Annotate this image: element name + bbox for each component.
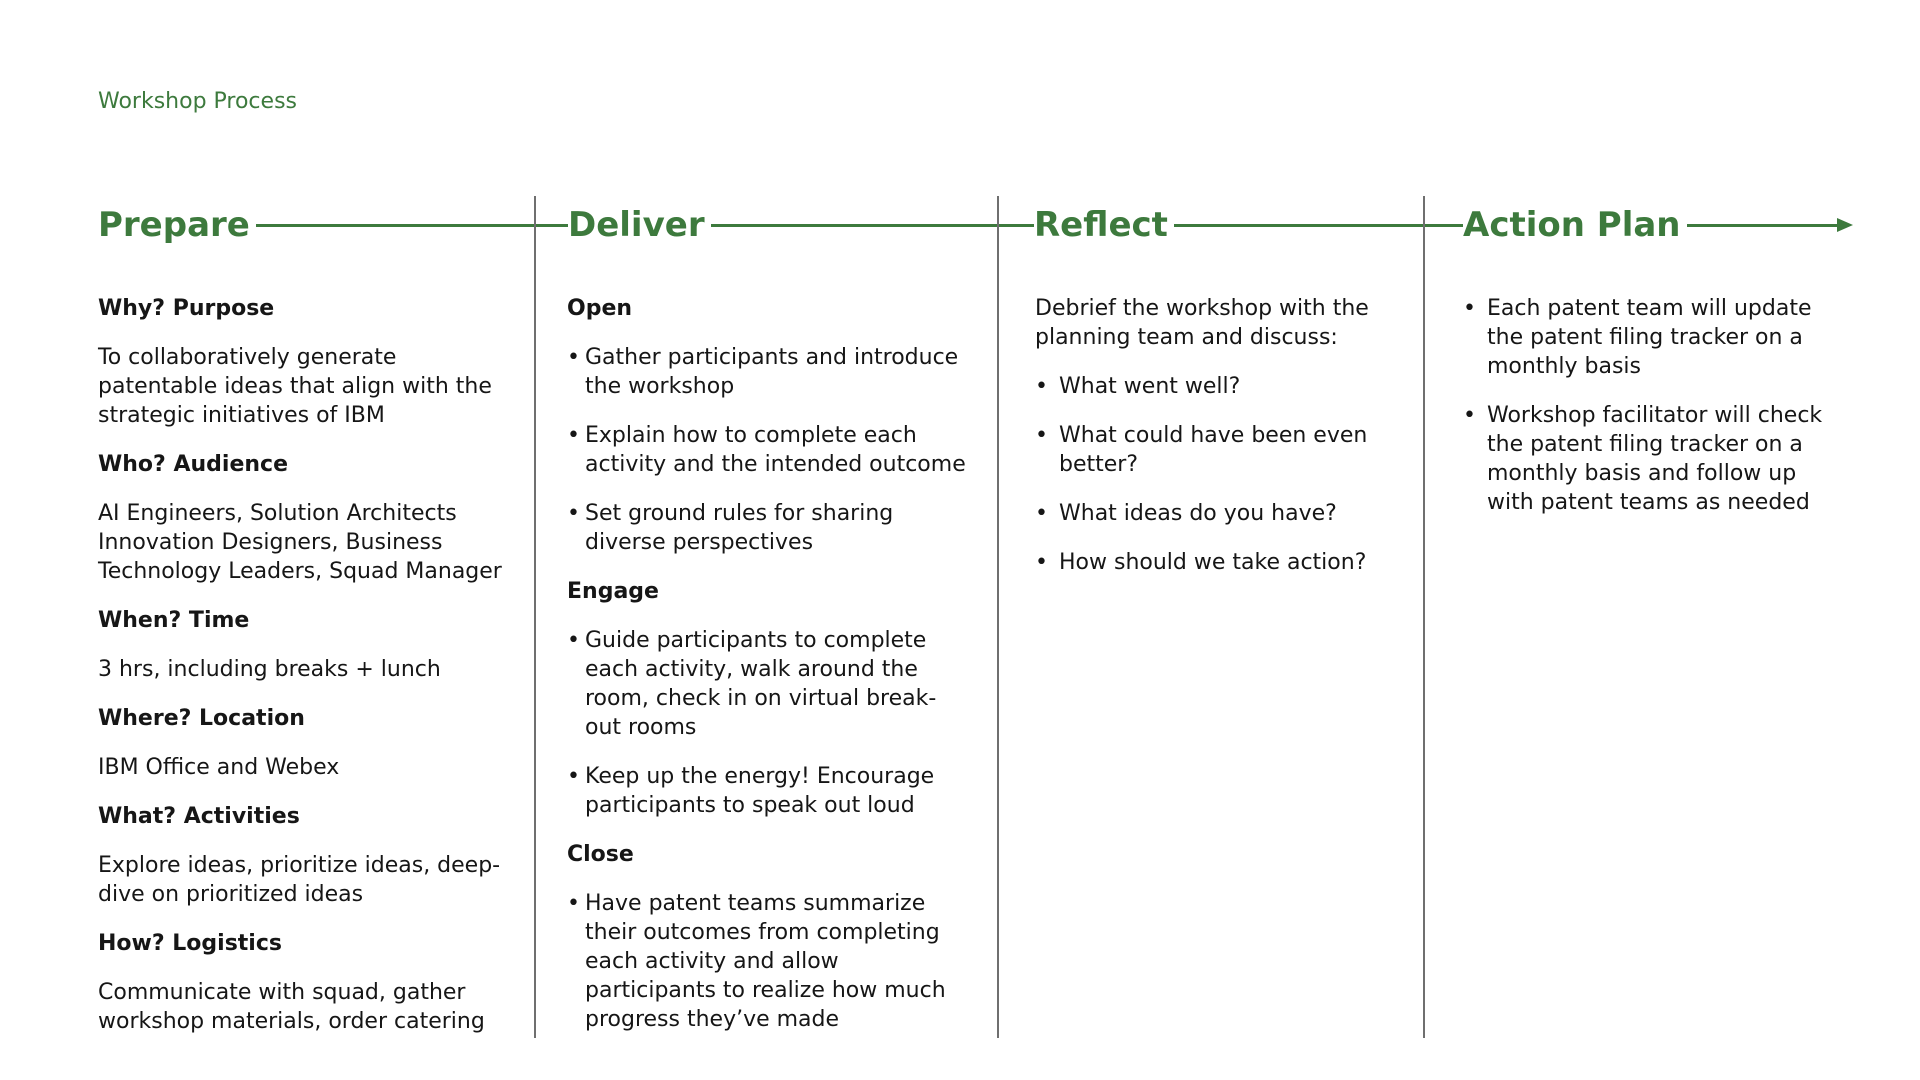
column-divider — [997, 196, 999, 1038]
phase-title-deliver: Deliver — [568, 202, 711, 248]
list-item — [567, 626, 967, 742]
list-item — [1463, 401, 1828, 517]
prepare-text: AI Engineers, Solution Architects Innovation Designers, Business Technology Leaders, Squad Manager — [98, 501, 502, 584]
prepare-heading: Where? Location — [98, 706, 305, 731]
bullet-icon: • — [567, 501, 580, 526]
prepare-text: IBM Office and Webex — [98, 755, 340, 780]
deliver-bullet-list — [567, 343, 967, 557]
reflect-column — [1035, 294, 1395, 597]
phase-title-reflect: Reflect — [1034, 202, 1174, 248]
prepare-text: To collaboratively generate patentable ideas that align with the strategic initiatives of IBM — [98, 345, 492, 428]
list-item — [567, 762, 967, 820]
prepare-text: Communicate with squad, gather workshop materials, order catering — [98, 980, 485, 1034]
prepare-heading: Who? Audience — [98, 452, 288, 477]
list-item-text: How should we take action? — [1059, 550, 1367, 575]
reflect-bullet-list — [1035, 372, 1395, 577]
deliver-column — [567, 294, 967, 1054]
list-item-text: Explain how to complete each activity and the intended outcome — [585, 423, 966, 477]
list-item — [567, 889, 967, 1034]
prepare-heading: How? Logistics — [98, 931, 282, 956]
bullet-icon: • — [1035, 374, 1048, 399]
slide-eyebrow-title: Workshop Process — [98, 89, 297, 114]
list-item-text: What could have been even better? — [1059, 423, 1368, 477]
phase-title-action-plan: Action Plan — [1463, 202, 1687, 248]
reflect-intro: Debrief the workshop with the planning team and discuss: — [1035, 296, 1369, 350]
bullet-icon: • — [567, 764, 580, 789]
prepare-heading: Why? Purpose — [98, 296, 275, 321]
deliver-bullet-list — [567, 626, 967, 820]
deliver-section-heading: Close — [567, 842, 634, 867]
column-divider — [1423, 196, 1425, 1038]
phase-title-prepare: Prepare — [98, 202, 256, 248]
list-item-text: What ideas do you have? — [1059, 501, 1337, 526]
list-item-text: Each patent team will update the patent filing tracker on a monthly basis — [1487, 296, 1812, 379]
prepare-heading: When? Time — [98, 608, 250, 633]
list-item — [1035, 421, 1395, 479]
bullet-icon: • — [1463, 403, 1476, 428]
deliver-bullet-list — [567, 889, 967, 1034]
action-plan-column — [1463, 294, 1828, 537]
list-item — [1035, 499, 1395, 528]
bullet-icon: • — [567, 628, 580, 653]
bullet-icon: • — [1035, 550, 1048, 575]
list-item — [1035, 548, 1395, 577]
list-item — [567, 343, 967, 401]
list-item-text: Gather participants and introduce the workshop — [585, 345, 959, 399]
deliver-section-heading: Open — [567, 296, 633, 321]
bullet-icon: • — [1463, 296, 1476, 321]
prepare-text: Explore ideas, prioritize ideas, deep-dive on prioritized ideas — [98, 853, 501, 907]
bullet-icon: • — [567, 345, 580, 370]
list-item — [1463, 294, 1828, 381]
column-divider — [534, 196, 536, 1038]
timeline-arrow-icon — [1837, 218, 1853, 232]
bullet-icon: • — [567, 423, 580, 448]
bullet-icon: • — [567, 891, 580, 916]
bullet-icon: • — [1035, 423, 1048, 448]
list-item-text: Keep up the energy! Encourage participants to speak out loud — [585, 764, 935, 818]
list-item — [567, 421, 967, 479]
deliver-section-heading: Engage — [567, 579, 659, 604]
bullet-icon: • — [1035, 501, 1048, 526]
action-plan-bullet-list — [1463, 294, 1828, 517]
list-item-text: What went well? — [1059, 374, 1241, 399]
list-item-text: Have patent teams summarize their outcomes from completing each activity and allow participants to realize how much progress they’ve made — [585, 891, 946, 1032]
list-item-text: Set ground rules for sharing diverse perspectives — [585, 501, 894, 555]
list-item-text: Guide participants to complete each activity, walk around the room, check in on virtual break-out rooms — [585, 628, 937, 740]
list-item-text: Workshop facilitator will check the patent filing tracker on a monthly basis and follow up with patent teams as needed — [1487, 403, 1823, 515]
list-item — [1035, 372, 1395, 401]
list-item — [567, 499, 967, 557]
prepare-column — [98, 294, 503, 1056]
prepare-text: 3 hrs, including breaks + lunch — [98, 657, 441, 682]
prepare-heading: What? Activities — [98, 804, 300, 829]
